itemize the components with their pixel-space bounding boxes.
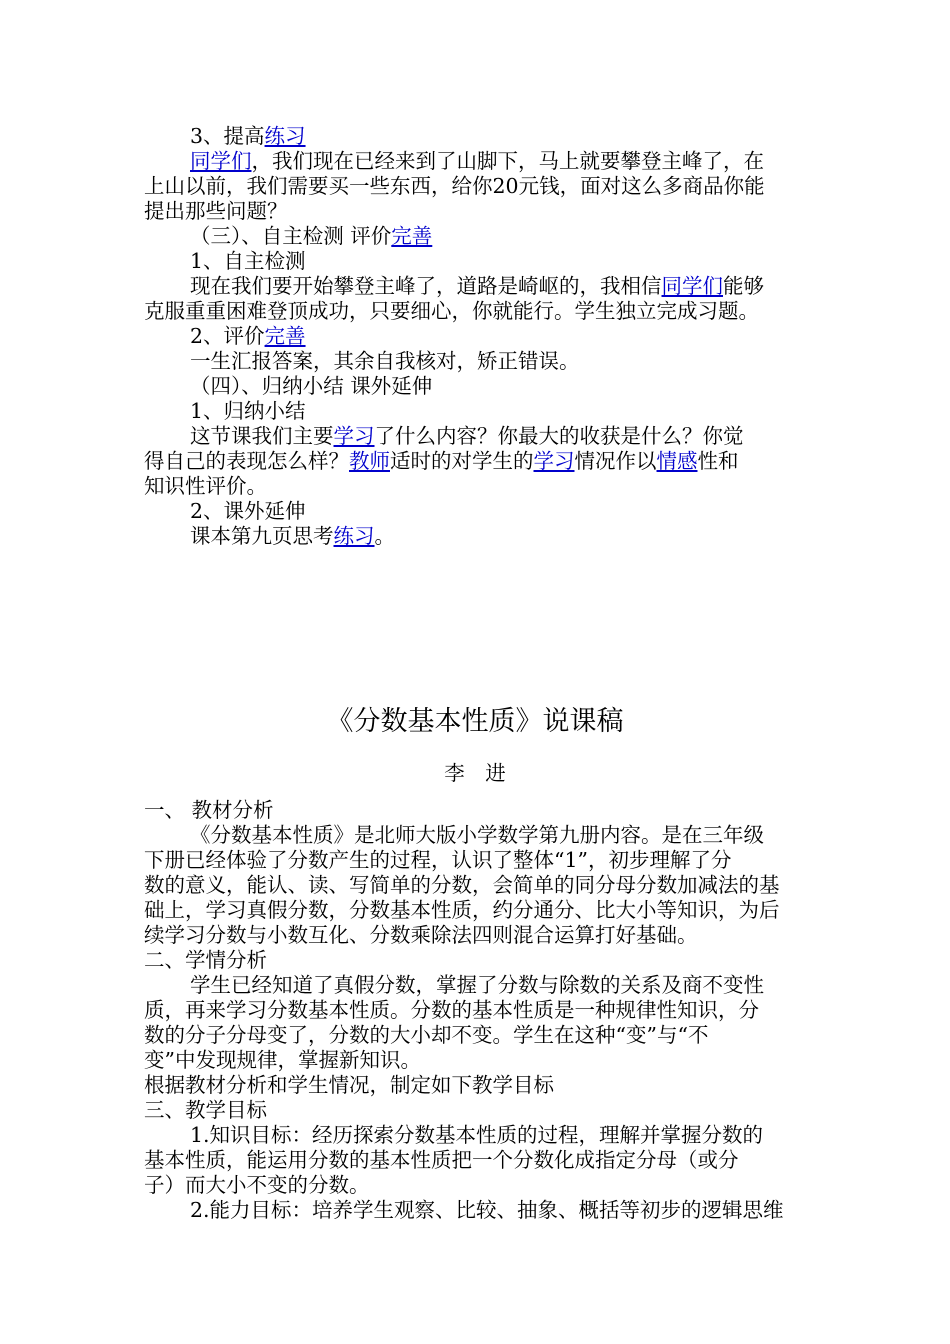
paragraph-line: 上山以前，我们需要买一些东西，给你20元钱，面对这么多商品你能 bbox=[144, 174, 765, 198]
link-classmates[interactable]: 同学们 bbox=[190, 149, 252, 173]
paragraph: 《分数基本性质》是北师大版小学数学第九册内容。是在三年级 bbox=[190, 823, 764, 847]
link-classmates[interactable]: 同学们 bbox=[661, 274, 723, 298]
paragraph: 1.知识目标：经历探索分数基本性质的过程，理解并掌握分数的 bbox=[190, 1123, 764, 1147]
paragraph-line: 数的分子分母变了，分数的大小却不变。学生在这种“变”与“不 bbox=[144, 1023, 709, 1047]
paragraph: 2.能力目标：培养学生观察、比较、抽象、概括等初步的逻辑思维 bbox=[190, 1198, 784, 1222]
link-improve[interactable]: 完善 bbox=[391, 224, 433, 248]
link-exercise[interactable]: 练习 bbox=[264, 124, 306, 148]
paragraph: 这节课我们主要学习了什么内容？你最大的收获是什么？你觉 bbox=[190, 424, 744, 448]
paragraph-line: 提出那些问题？ bbox=[144, 199, 288, 223]
link-study[interactable]: 学习 bbox=[333, 424, 375, 448]
link-teacher[interactable]: 教师 bbox=[349, 449, 390, 473]
paragraph-line: 得自己的表现怎么样？教师适时的对学生的学习情况作以情感性和 bbox=[144, 449, 739, 473]
section-heading: （四）、归纳小结 课外延伸 bbox=[190, 374, 433, 398]
paragraph: 课本第九页思考练习。 bbox=[190, 524, 395, 548]
paragraph-line: 基本性质，能运用分数的基本性质把一个分数化成指定分母（或分 bbox=[144, 1148, 739, 1172]
section-heading: 三、教学目标 bbox=[144, 1098, 267, 1122]
section-heading: 一、 教材分析 bbox=[144, 798, 274, 822]
lesson-plan-continuation bbox=[144, 124, 808, 549]
author-name: 李 进 bbox=[444, 761, 506, 785]
paragraph-line: 知识性评价。 bbox=[144, 474, 267, 498]
paragraph: 一生汇报答案，其余自我核对，矫正错误。 bbox=[190, 349, 580, 373]
paragraph-line: 子）而大小不变的分数。 bbox=[144, 1173, 370, 1197]
paragraph-line: 质，再来学习分数基本性质。分数的基本性质是一种规律性知识，分 bbox=[144, 998, 759, 1022]
paragraph: 根据教材分析和学生情况，制定如下教学目标 bbox=[144, 1073, 554, 1097]
lecture-notes-body bbox=[144, 798, 808, 1223]
paragraph-line: 续学习分数与小数互化、分数乘除法四则混合运算打好基础。 bbox=[144, 923, 698, 947]
link-emotion[interactable]: 情感 bbox=[656, 449, 698, 473]
link-improve[interactable]: 完善 bbox=[264, 324, 306, 348]
sub-heading: 2、评价完善 bbox=[190, 324, 306, 348]
paragraph-line: 下册已经体验了分数产生的过程，认识了整体“1”，初步理解了分 bbox=[144, 848, 732, 872]
paragraph: 学生已经知道了真假分数，掌握了分数与除数的关系及商不变性 bbox=[190, 973, 764, 997]
sub-heading: 2、课外延伸 bbox=[190, 499, 306, 523]
paragraph-line: 础上，学习真假分数，分数基本性质，约分通分、比大小等知识，为后 bbox=[144, 898, 780, 922]
paragraph: 同学们，我们现在已经来到了山脚下，马上就要攀登主峰了，在 bbox=[190, 149, 764, 173]
paragraph: 3、提高练习 bbox=[190, 124, 306, 148]
sub-heading: 1、自主检测 bbox=[190, 249, 306, 273]
paragraph: 现在我们要开始攀登主峰了，道路是崎岖的，我相信同学们能够 bbox=[190, 274, 764, 298]
section-heading: （三）、自主检测 评价完善 bbox=[190, 224, 433, 248]
link-exercise[interactable]: 练习 bbox=[333, 524, 375, 548]
paragraph-line: 变”中发现规律，掌握新知识。 bbox=[144, 1048, 421, 1072]
section-heading: 二、学情分析 bbox=[144, 948, 267, 972]
link-study[interactable]: 学习 bbox=[533, 449, 575, 473]
sub-heading: 1、归纳小结 bbox=[190, 399, 306, 423]
paragraph-line: 数的意义，能认、读、写简单的分数，会简单的同分母分数加减法的基 bbox=[144, 873, 780, 897]
paragraph-line: 克服重重困难登顶成功，只要细心，你就能行。学生独立完成习题。 bbox=[144, 299, 759, 323]
document-title: 《分数基本性质》说课稿 bbox=[326, 706, 624, 737]
